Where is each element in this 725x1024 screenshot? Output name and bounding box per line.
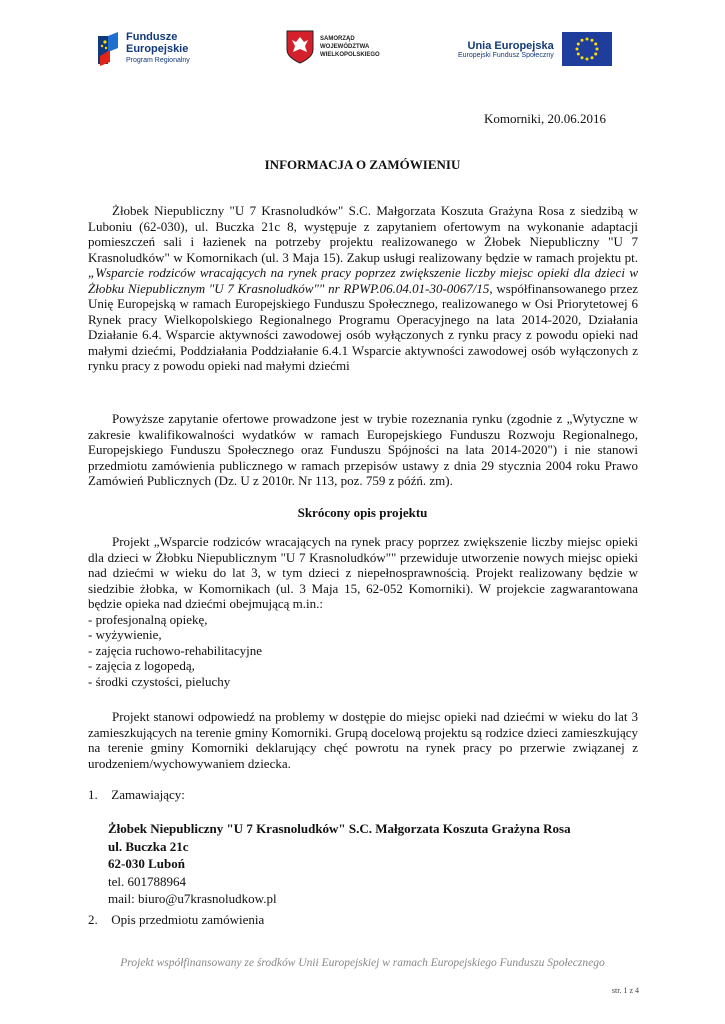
project-title-italic: „Wsparcie rodziców wracających na rynek pracy poprzez zwiększenie liczby miejsc opieki dla dzieci w Żłobku Niepublicznym "U 7 Krasnoludków"" nr RPWP.06.04.01-30-0067/15	[88, 265, 638, 296]
section-1-number: 1.	[88, 787, 98, 802]
samorzad-logo	[286, 30, 400, 64]
section-2-number: 2.	[88, 912, 98, 927]
problem-paragraph: Projekt stanowi odpowiedź na problemy w dostępie do miejsc opieki nad dziećmi w wieku do lat 3 zamieszkujących na terenie gminy Komorniki. Grupą docelową projektu są rodzice dzieci zamieszkujący na terenie gminy Komorniki deklarujący chęć powrotu na rynek pracy po przerwie związanej z urodzeniem/wychowywaniem dziecka.	[88, 709, 638, 771]
intro-text-b: , współfinansowanego przez Unię Europejską w ramach Europejskiego Funduszu Społecznego, realizowanego w Osi Priorytetowej 6 Rynek pracy Wielkopolskiego Regionalnego Programu Operacyjnego na lata 2014-2020, Działania Działanie 6.4. Wsparcie aktywności zawodowej osób wyłączonych z rynku pracy z powodu opieki nad małymi dziećmi, Poddziałania Poddziałanie 6.4.1 Wsparcie aktywności zawodowej osób wyłączonych z rynku pracy z powodu opieki nad małymi dziećmi	[88, 280, 638, 373]
project-description-block	[88, 534, 638, 689]
eu-flag-icon	[562, 32, 612, 66]
list-item: - profesjonalną opiekę,	[88, 612, 638, 628]
document-title: INFORMACJA O ZAMÓWIENIU	[264, 157, 461, 172]
section-2-heading	[88, 912, 264, 928]
fundusze-europejskie-icon	[96, 30, 120, 68]
project-description-paragraph: Projekt „Wsparcie rodziców wracających na rynek pracy poprzez zwiększenie liczby miejsc opieki dla dzieci w Żłobku Niepublicznym "U 7 Krasnoludków"" przewiduje utworzenie nowych miejsc opieki nad dziećmi w wieku do lat 3, w tym dzieci z niepełnosprawnością. Projekt realizowany będzie w siedzibie żłobka, w Komornikach (ul. 3 Maja 15, 62-052 Komorniki). W projekcie zagwarantowana będzie opieka nad dziećmi obejmującą m.in.:	[88, 534, 638, 611]
footer-note: Projekt współfinansowany ze środków Unii Europejskiej w ramach Europejskiego Funduszu Społecznego	[120, 957, 605, 969]
section-subtitle: Skrócony opis projektu	[297, 505, 428, 520]
sw-line2: WIELKOPOLSKIEGO	[320, 52, 380, 58]
ue-line1: Unia Europejska	[467, 39, 554, 52]
section-1-heading	[88, 787, 185, 803]
fundusze-europejskie-logo	[96, 30, 190, 68]
intro-text-a: Żłobek Niepubliczny "U 7 Krasnoludków" S.C. Małgorzata Koszuta Grażyna Rosa z siedzibą w Luboniu (62-030), ul. Buczka 21c 8, występuje z zapytaniem ofertowym na wykonanie adaptacji pomieszczeń sali i łazienek na potrzeby projektu realizowanego w Żłobek Niepubliczny "U 7 Krasnoludków" w Komornikach (ul. 3 Maja 15). Zakup usługi realizowany będzie w ramach projektu pt.	[88, 203, 638, 265]
fe-line1: Fundusze	[126, 31, 178, 43]
header-logos	[0, 28, 725, 76]
sw-line1: SAMORZĄD WOJEWÓDZTWA	[320, 36, 370, 50]
client-phone: tel. 601788964	[108, 873, 186, 889]
client-city: 62-030 Luboń	[108, 856, 185, 871]
care-list	[88, 612, 638, 690]
client-email: mail: biuro@u7krasnoludkow.pl	[108, 891, 277, 906]
list-item: - zajęcia z logopedą,	[88, 658, 638, 674]
unia-europejska-logo	[458, 32, 612, 66]
client-street: ul. Buczka 21c	[108, 838, 189, 854]
problem-paragraph-block	[88, 709, 638, 771]
document-date: Komorniki, 20.06.2016	[483, 111, 606, 126]
list-item: - wyżywienie,	[88, 627, 638, 643]
intro-paragraph	[88, 203, 638, 374]
client-details	[108, 820, 571, 908]
procedure-paragraph: Powyższe zapytanie ofertowe prowadzone jest w trybie rozeznania rynku (zgodnie z „Wytyczne w zakresie kwalifikowalności wydatków w ramach Europejskiego Funduszu Rozwoju Regionalnego, Europejskiego Funduszu Społecznego oraz Funduszu Spójności na lata 2014-2020") i nie stanowi przedmiotu zamówienia publicznego w ramach przepisów ustawy z dnia 29 stycznia 2004 roku Prawo Zamówień Publicznych (Dz. U z 2010r. Nr 113, poz. 759 z późń. zm).	[88, 411, 638, 488]
list-item: - zajęcia ruchowo-rehabilitacyjne	[88, 643, 638, 659]
section-2-label: Opis przedmiotu zamówienia	[111, 912, 265, 927]
list-item: - środki czystości, pieluchy	[88, 674, 638, 690]
intro-paragraph-block	[88, 203, 638, 374]
section-1-label: Zamawiający:	[111, 787, 185, 802]
procedure-paragraph-block	[88, 411, 638, 489]
ue-line2: Europejski Fundusz Społeczny	[458, 51, 554, 59]
page-number: str. 1 z 4	[611, 986, 639, 995]
eagle-shield-icon	[286, 30, 314, 64]
fe-line3: Program Regionalny	[126, 57, 190, 64]
fe-line2: Europejskie	[126, 43, 189, 55]
client-name: Żłobek Niepubliczny "U 7 Krasnoludków" S.C. Małgorzata Koszuta Grażyna Rosa	[108, 821, 571, 836]
